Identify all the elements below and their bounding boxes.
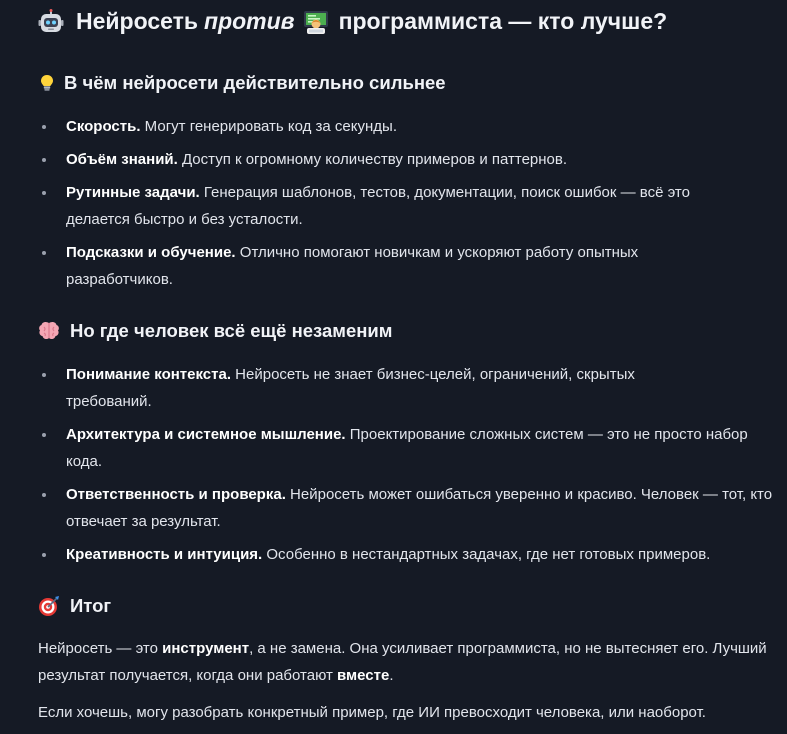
item-bold: Объём знаний. xyxy=(66,151,178,168)
section3-heading-text: Итог xyxy=(70,595,112,616)
message-title xyxy=(38,8,667,35)
section3-heading xyxy=(38,595,111,617)
technologist-icon xyxy=(303,9,329,35)
list-item xyxy=(38,361,706,415)
closing-paragraph: Если хочешь, могу разобрать конкретный пример, где ИИ превосходит человека, или наоборот. xyxy=(38,704,706,721)
summary-text: . xyxy=(389,667,394,684)
item-text: Генерация шаблонов, тестов, документации, поиск ошибок — всё это делается быстро и без усталости. xyxy=(66,184,690,228)
item-bold: Рутинные задачи. xyxy=(66,184,200,201)
title-italic: против xyxy=(204,8,295,34)
list-item xyxy=(38,179,746,233)
item-bold: Креативность и интуиция. xyxy=(66,546,263,563)
robot-face-icon xyxy=(38,9,64,35)
brain-icon xyxy=(38,321,60,341)
title-part2: программиста — кто лучше? xyxy=(338,8,668,34)
list-item xyxy=(38,421,766,475)
summary-bold: инструмент xyxy=(162,640,250,657)
title-part1: Нейросеть xyxy=(76,8,199,34)
section2-heading-text: Но где человек всё ещё незаменим xyxy=(70,320,393,341)
summary-text: , а не замена. Она усиливает программиста, но не вытесняет его. Лучший результат получается, когда они работают xyxy=(38,640,767,684)
section2-list xyxy=(38,361,773,574)
item-text: Отлично помогают новичкам и ускоряют работу опытных разработчиков. xyxy=(66,244,639,288)
list-item xyxy=(38,146,758,173)
summary-bold: вместе xyxy=(337,667,390,684)
summary-text: Нейросеть — это xyxy=(38,640,163,657)
item-text: Доступ к огромному количеству примеров и паттернов. xyxy=(177,151,568,168)
item-text: Могут генерировать код за секунды. xyxy=(140,118,397,135)
item-text: Особенно в нестандартных задачах, где нет готовых примеров. xyxy=(262,546,711,563)
item-text: Проектирование сложных систем — это не просто набор кода. xyxy=(66,426,748,470)
section1-heading xyxy=(38,72,446,94)
item-bold: Понимание контекста. xyxy=(66,366,231,383)
list-item xyxy=(38,481,781,535)
section2-heading xyxy=(38,320,393,342)
list-item xyxy=(38,113,758,140)
direct-hit-icon xyxy=(38,595,60,617)
item-bold: Подсказки и обучение. xyxy=(66,244,236,261)
item-bold: Ответственность и проверка. xyxy=(66,486,286,503)
section1-heading-text: В чём нейросети действительно сильнее xyxy=(64,72,446,93)
section1-list xyxy=(38,113,758,299)
summary-paragraph xyxy=(38,635,768,689)
list-item xyxy=(38,239,726,293)
item-bold: Архитектура и системное мышление. xyxy=(66,426,346,443)
item-text: Нейросеть не знает бизнес-целей, ограничений, скрытых требований. xyxy=(66,366,635,410)
item-text: Нейросеть может ошибаться уверенно и красиво. Человек — тот, кто отвечает за результат. xyxy=(66,486,773,530)
item-bold: Скорость. xyxy=(66,118,141,135)
light-bulb-icon xyxy=(38,74,56,92)
list-item xyxy=(38,541,758,568)
